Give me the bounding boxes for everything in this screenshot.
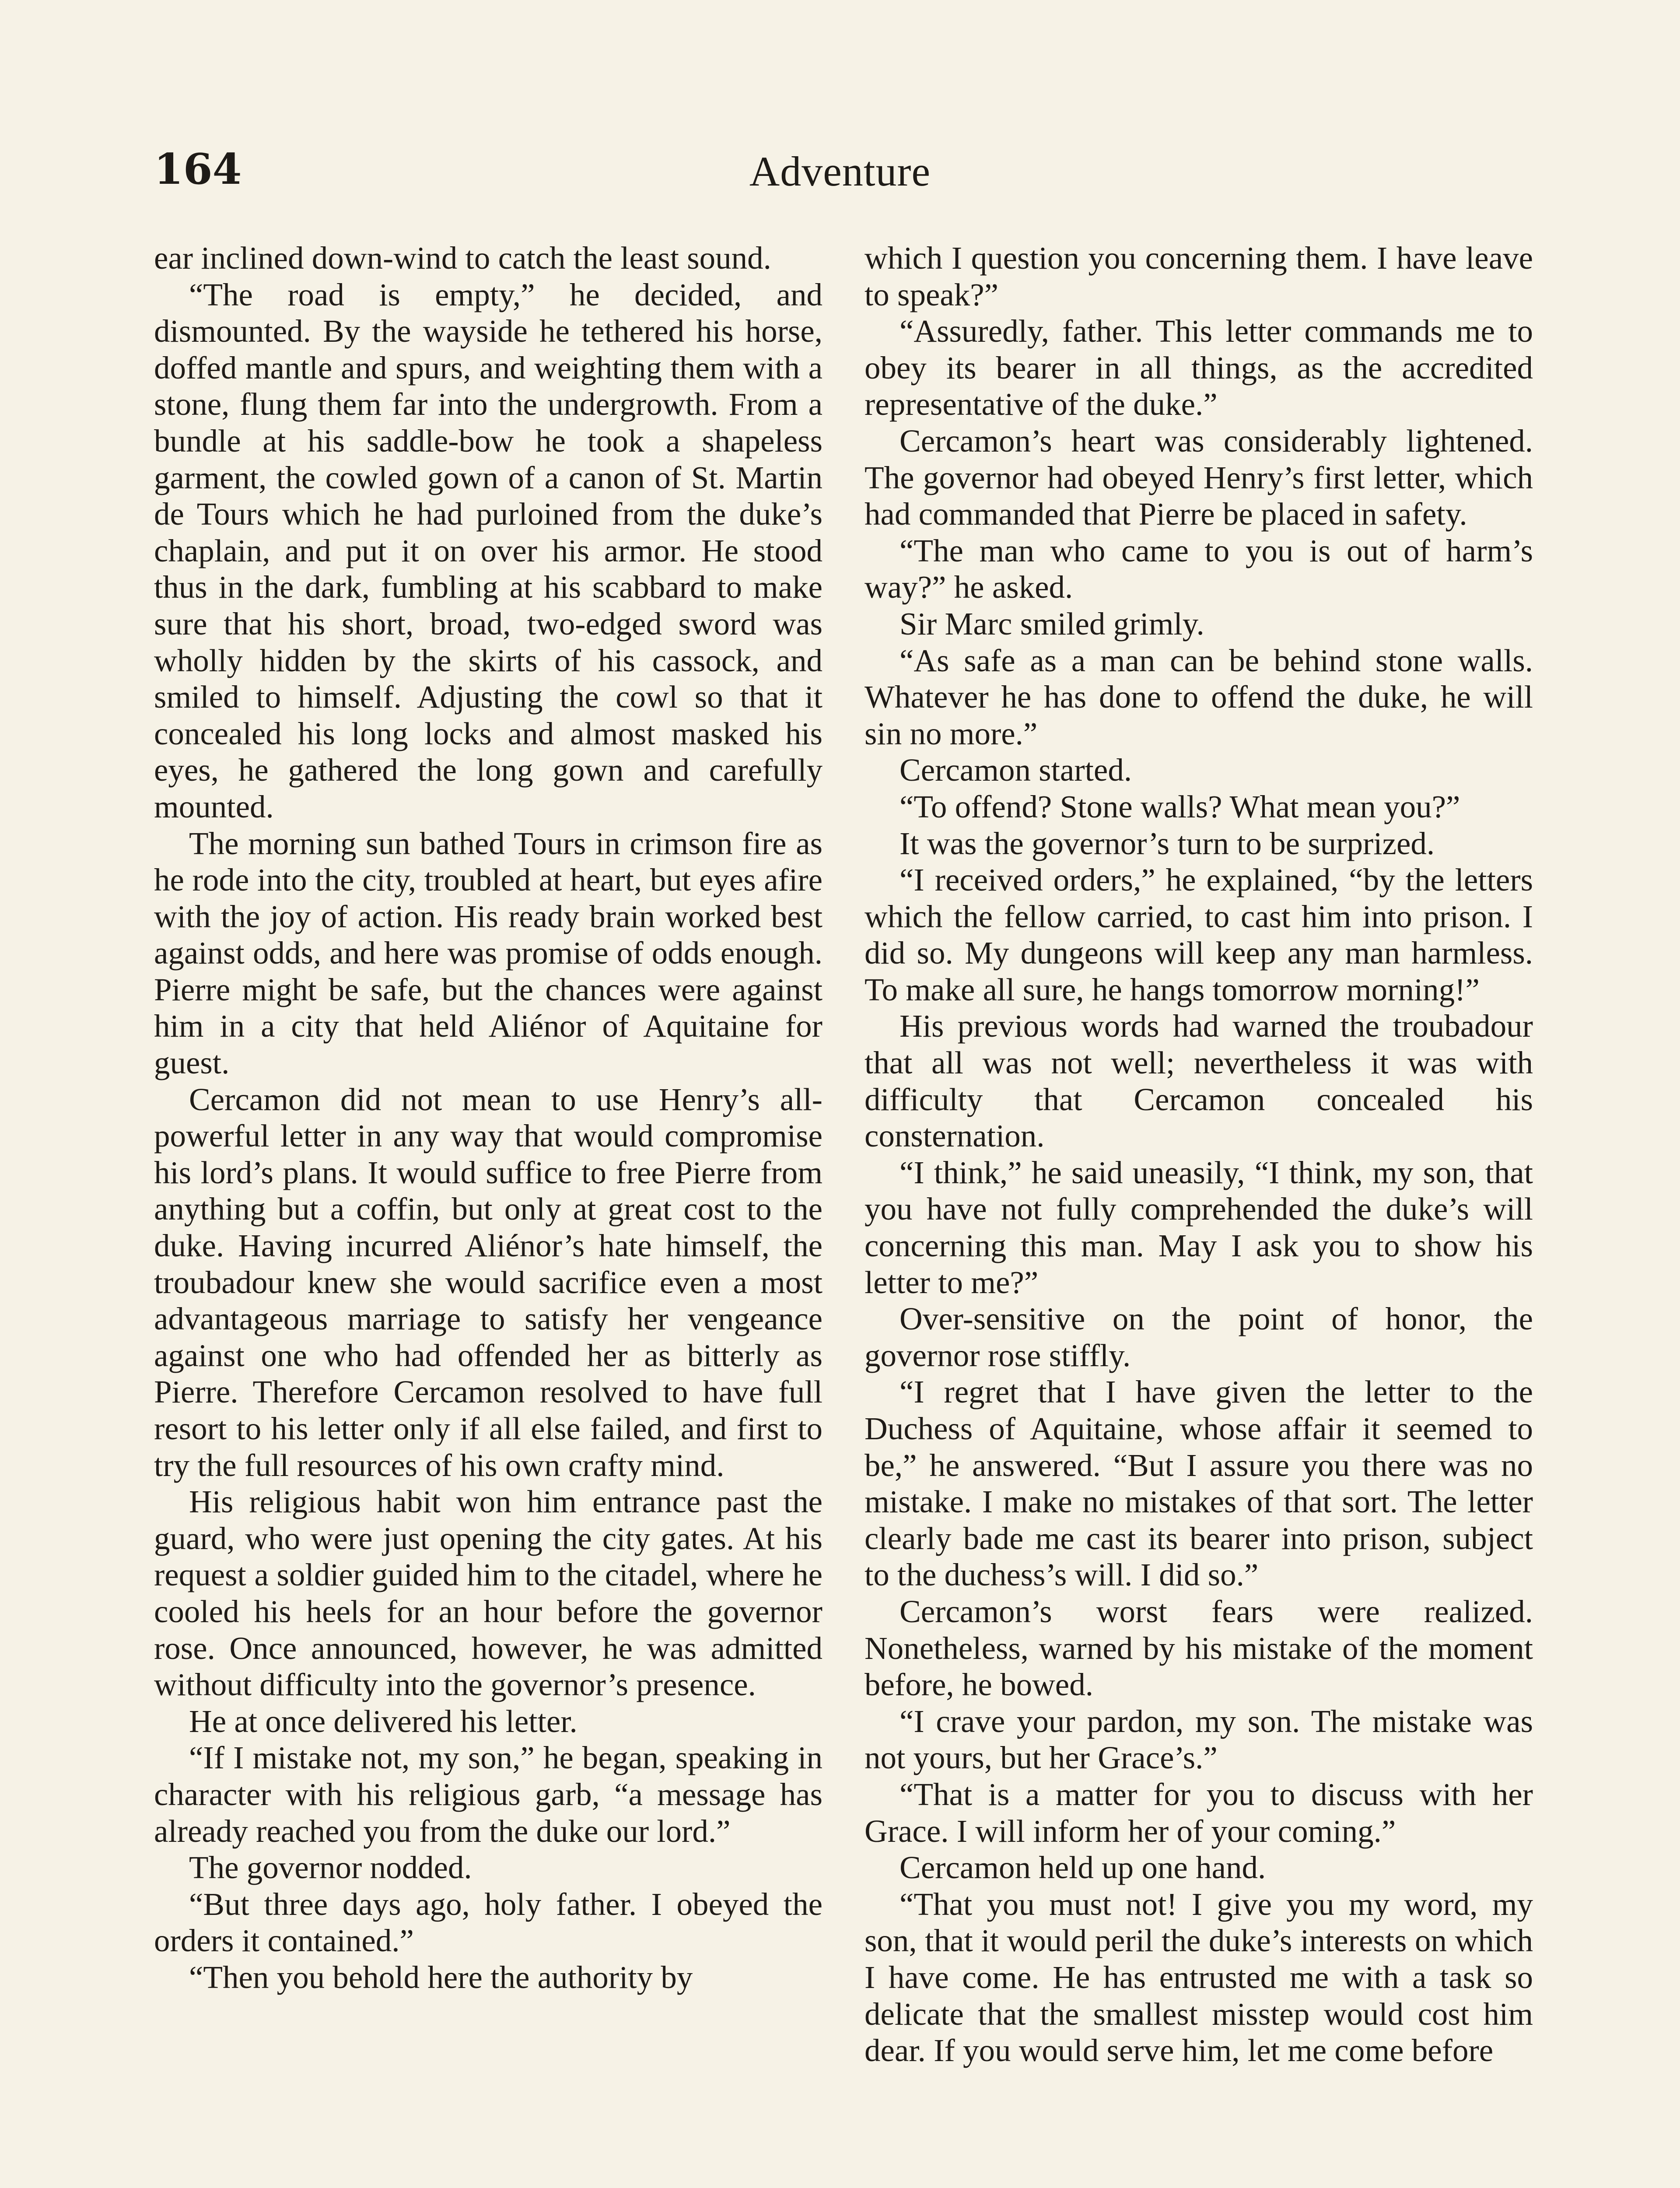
paragraph: Cercamon held up one hand. <box>900 1850 1266 1886</box>
paragraph: Cercamon did not mean to use Henry’s all-powerful letter in any way that would compromise his lord’s plans. It would suffice to free Pierre from anything but a coffin, but only at great cost to the duke. Having incurred Aliénor’s hate himself, the troubadour knew she would sacrifice even a most advantageous marriage to satisfy her vengeance against one who had offended her as bitterly as Pierre. Therefore Cercamon resolved to have full resort to his letter only if all else failed, and first to try the full resources of his own crafty mind. <box>154 1081 822 1483</box>
page-header <box>0 144 1680 201</box>
paragraph: It was the governor’s turn to be surprized. <box>900 825 1435 861</box>
paragraph: “Then you behold here the authority by <box>189 1959 693 1995</box>
paragraph: Over-sensitive on the point of honor, the governor rose stiffly. <box>864 1301 1533 1373</box>
paragraph: “Assuredly, father. This letter commands me to obey its bearer in all things, as the accredited representative of the duke.” <box>864 313 1533 422</box>
paragraph: “That is a matter for you to discuss with her Grace. I will inform her of your coming.” <box>864 1776 1533 1849</box>
paragraph: “The road is empty,” he decided, and dismounted. By the wayside he tethered his horse, doffed mantle and spurs, and weighting them with a stone, flung them far into the undergrowth. From a bundle at his saddle-bow he took a shapeless garment, the cowled gown of a canon of St. Martin de Tours which he had purloined from the duke’s chaplain, and put it on over his armor. He stood thus in the dark, fumbling at his scabbard to make sure that his short, broad, two-edged sword was wholly hidden by the skirts of his cassock, and smiled to himself. Adjusting the cowl so that it concealed his long locks and almost masked his eyes, he gathered the long gown and carefully mounted. <box>154 277 822 824</box>
paragraph: The morning sun bathed Tours in crimson fire as he rode into the city, troubled at heart, but eyes afire with the joy of action. His ready brain worked best against odds, and here was promise of odds enough. Pierre might be safe, but the chances were against him in a city that held Aliénor of Aquitaine for guest. <box>154 825 822 1081</box>
paragraph: His previous words had warned the troubadour that all was not well; nevertheless it was with difficulty that Cercamon concealed his consternation. <box>864 1008 1533 1154</box>
page-number: 164 <box>154 144 242 194</box>
paragraph: “To offend? Stone walls? What mean you?” <box>900 789 1460 824</box>
paragraph: Cercamon’s heart was considerably lightened. The governor had obeyed Henry’s first letter, which had commanded that Pierre be placed in safety. <box>864 423 1533 532</box>
paragraph: “The man who came to you is out of harm’s way?” he asked. <box>864 533 1533 605</box>
running-head: Adventure <box>749 148 931 195</box>
paragraph: He at once delivered his letter. <box>189 1703 578 1739</box>
paragraph: His religious habit won him entrance past the guard, who were just opening the city gates. At his request a soldier guided him to the citadel, where he cooled his heels for an hour before the governor rose. Once announced, however, he was admitted without difficulty into the governor’s presence. <box>154 1484 822 1703</box>
paragraph: “But three days ago, holy father. I obeyed the orders it contained.” <box>154 1886 822 1959</box>
paragraph: “I regret that I have given the letter to the Duchess of Aquitaine, whose affair it seemed to be,” he answered. “But I assure you there was no mistake. I make no mistakes of that sort. The letter clearly bade me cast its bearer into prison, subject to the duchess’s will. I did so.” <box>864 1374 1533 1593</box>
paragraph: Sir Marc smiled grimly. <box>900 606 1204 642</box>
right-text-column <box>864 240 1533 2069</box>
paragraph: “I crave your pardon, my son. The mistake was not yours, but her Grace’s.” <box>864 1703 1533 1776</box>
paragraph: “As safe as a man can be behind stone walls. Whatever he has done to offend the duke, he will sin no more.” <box>864 642 1533 751</box>
paragraph: “I think,” he said uneasily, “I think, my son, that you have not fully comprehended the duke’s will concerning this man. May I ask you to show his letter to me?” <box>864 1154 1533 1300</box>
paragraph: “That you must not! I give you my word, my son, that it would peril the duke’s interests on which I have come. He has entrusted me with a task so delicate that the smallest misstep would cost him dear. If you would serve him, let me come before <box>864 1886 1533 2069</box>
paragraph: ear inclined down-wind to catch the least sound. <box>154 240 771 276</box>
paragraph: “I received orders,” he explained, “by the letters which the fellow carried, to cast him into prison. I did so. My dungeons will keep any man harmless. To make all sure, he hangs tomorrow morning!” <box>864 862 1533 1007</box>
left-text-column <box>154 240 822 1996</box>
paragraph: “If I mistake not, my son,” he began, speaking in character with his religious garb, “a message has already reached you from the duke our lord.” <box>154 1740 822 1849</box>
paragraph: which I question you concerning them. I have leave to speak?” <box>864 240 1533 312</box>
paragraph: Cercamon’s worst fears were realized. Nonetheless, warned by his mistake of the moment before, he bowed. <box>864 1593 1533 1703</box>
paragraph: The governor nodded. <box>189 1850 472 1886</box>
paragraph: Cercamon started. <box>900 752 1132 788</box>
